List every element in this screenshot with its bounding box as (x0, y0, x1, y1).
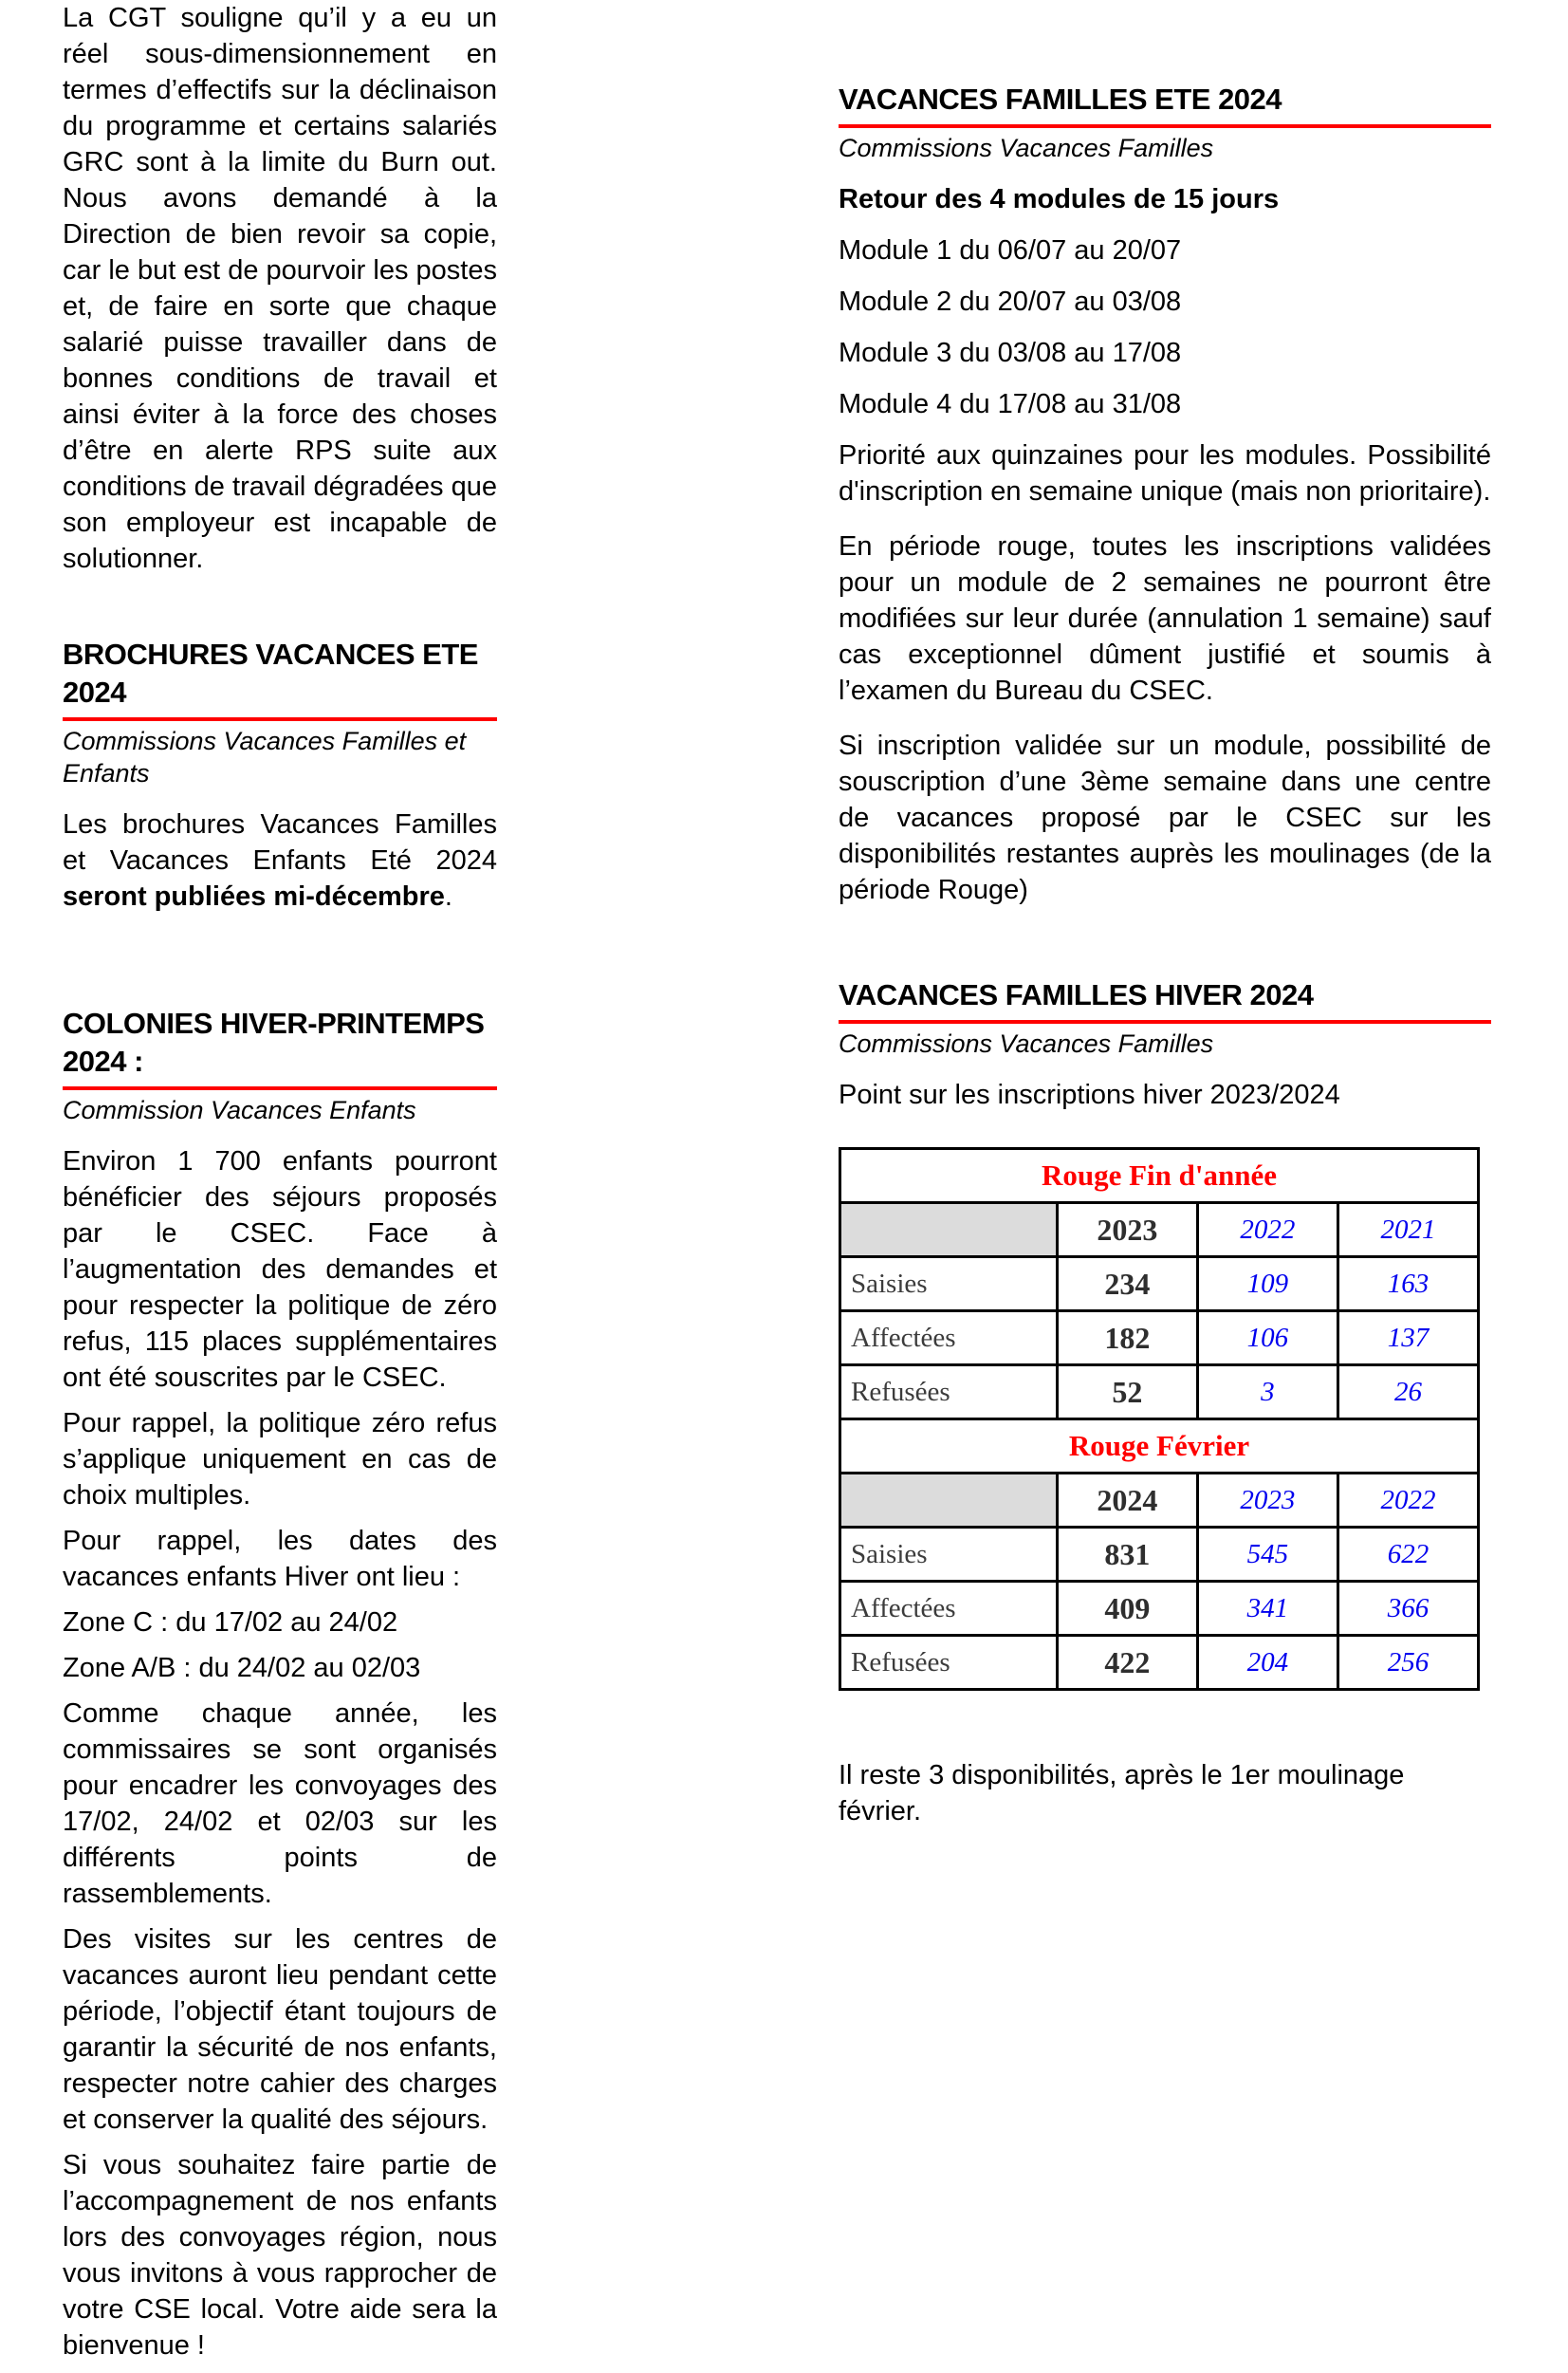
table-section-header-row (840, 1419, 1479, 1474)
year-cell: 2023 (1197, 1474, 1337, 1528)
section-subtitle: Commission Vacances Enfants (63, 1096, 416, 1124)
blank-shaded-cell (840, 1474, 1058, 1528)
value-cell: 109 (1197, 1257, 1337, 1311)
year-cell: 2023 (1057, 1203, 1197, 1257)
section-colonies (63, 1005, 497, 2364)
hiver-intro: Point sur les inscriptions hiver 2023/2024 (839, 1080, 1340, 1110)
value-cell: 182 (1057, 1311, 1197, 1365)
section-subtitle: Commissions Vacances Familles (839, 1029, 1214, 1058)
row-label: Saisies (840, 1257, 1058, 1311)
value-cell: 409 (1057, 1582, 1197, 1636)
modules-lead: Retour des 4 modules de 15 jours (839, 184, 1280, 214)
colonies-paragraph: Pour rappel, les dates des vacances enfants Hiver ont lieu : (63, 1526, 497, 1592)
section-subtitle: Commissions Vacances Familles (839, 134, 1214, 162)
value-cell: 366 (1337, 1582, 1478, 1636)
colonies-paragraph: Comme chaque année, les commissaires se sont organisés pour encadrer les convoyages des 17/02, 24/02 et 02/03 sur les différents points de rassemblements. (63, 1698, 497, 1909)
year-cell: 2022 (1337, 1474, 1478, 1528)
table-section-header: Rouge Février (840, 1419, 1479, 1474)
year-header-row (840, 1474, 1479, 1528)
value-cell: 26 (1337, 1365, 1478, 1419)
brochures-paragraph (63, 806, 497, 915)
zone-c-dates: Zone C : du 17/02 au 24/02 (63, 1607, 398, 1638)
section-title: VACANCES FAMILLES HIVER 2024 (839, 978, 1314, 1011)
table-section-header: Rouge Fin d'année (840, 1149, 1479, 1203)
table-row (840, 1528, 1479, 1582)
value-cell: 163 (1337, 1257, 1478, 1311)
intro-paragraph: La CGT souligne qu’il y a eu un réel sous-dimensionnement en termes d’effectifs sur la déclinaison du programme et certains salariés GRC sont à la limite du Burn out. Nous avons demandé à la Direction de bien revoir sa copie, car le but est de pourvoir les postes et, de faire en sorte que chaque salarié puisse travailler dans de bonnes conditions de travail et ainsi éviter à la force des choses d’être en alerte RPS suite aux conditions de travail dégradées que son employeur est incapable de solutionner. (63, 3, 497, 574)
section-brochures (63, 636, 497, 915)
ete-paragraph: Si inscription validée sur un module, possibilité de souscription d’une 3ème semaine dans une centre de vacances proposé par le CSEC sur les disponibilités restantes auprès les moulinages (de la période Rouge) (839, 731, 1491, 905)
section-title: VACANCES FAMILLES ETE 2024 (839, 83, 1282, 116)
section-title: BROCHURES VACANCES ETE 2024 (63, 638, 478, 709)
value-cell: 106 (1197, 1311, 1337, 1365)
brochures-text-end: . (444, 881, 452, 912)
row-label: Refusées (840, 1636, 1058, 1690)
value-cell: 3 (1197, 1365, 1337, 1419)
table-row (840, 1365, 1479, 1419)
section-title: COLONIES HIVER-PRINTEMPS 2024 : (63, 1007, 485, 1078)
ete-paragraph: En période rouge, toutes les inscriptions validées pour un module de 2 semaines ne pourront être modifiées sur leur durée (annulation 1 semaine) sauf cas exceptionnel dûment justifié et soumis à l’examen du Bureau du CSEC. (839, 531, 1491, 706)
value-cell: 422 (1057, 1636, 1197, 1690)
row-label: Affectées (840, 1582, 1058, 1636)
table-row (840, 1582, 1479, 1636)
year-header-row (840, 1203, 1479, 1257)
section-vacances-hiver (839, 976, 1491, 1829)
colonies-paragraph: Des visites sur les centres de vacances auront lieu pendant cette période, l’objectif étant toujours de garantir la sécurité de nos enfants, respecter notre cahier des charges et conserver la qualité des séjours. (63, 1924, 497, 2135)
section-heading (839, 976, 1491, 1024)
module-line: Module 1 du 06/07 au 20/07 (839, 235, 1182, 266)
module-line: Module 2 du 20/07 au 03/08 (839, 287, 1182, 317)
brochures-text: Les brochures Vacances Familles et Vacances Enfants Eté 2024 (63, 809, 497, 876)
value-cell: 234 (1057, 1257, 1197, 1311)
brochures-text-bold: seront publiées mi-décembre (63, 881, 445, 912)
year-cell: 2022 (1197, 1203, 1337, 1257)
colonies-paragraph: Pour rappel, la politique zéro refus s’applique uniquement en cas de choix multiples. (63, 1408, 497, 1511)
section-heading (839, 81, 1491, 128)
section-vacances-ete (839, 81, 1491, 908)
table-row (840, 1311, 1479, 1365)
year-cell: 2024 (1057, 1474, 1197, 1528)
module-line: Module 4 du 17/08 au 31/08 (839, 389, 1182, 419)
section-subtitle: Commissions Vacances Familles et Enfants (63, 727, 467, 788)
year-cell: 2021 (1337, 1203, 1478, 1257)
right-column (839, 0, 1491, 1848)
colonies-paragraph: Si vous souhaitez faire partie de l’accompagnement de nos enfants lors des convoyages région, nous vous invitons à vous rapprocher de votre CSE local. Votre aide sera la bienvenue ! (63, 2150, 497, 2361)
table-section-header-row (840, 1149, 1479, 1203)
section-heading (63, 636, 497, 721)
availability-note: Il reste 3 disponibilités, après le 1er moulinage février. (839, 1760, 1405, 1826)
blank-shaded-cell (840, 1203, 1058, 1257)
row-label: Affectées (840, 1311, 1058, 1365)
value-cell: 204 (1197, 1636, 1337, 1690)
zone-ab-dates: Zone A/B : du 24/02 au 02/03 (63, 1653, 421, 1683)
colonies-paragraph: Environ 1 700 enfants pourront bénéficier des séjours proposés par le CSEC. Face à l’augmentation des demandes et pour respecter la politique de zéro refus, 115 places supplémentaires ont été souscrites par le CSEC. (63, 1146, 497, 1393)
row-label: Saisies (840, 1528, 1058, 1582)
value-cell: 52 (1057, 1365, 1197, 1419)
inscriptions-table (839, 1147, 1480, 1691)
value-cell: 545 (1197, 1528, 1337, 1582)
left-column (63, 0, 497, 2373)
value-cell: 341 (1197, 1582, 1337, 1636)
module-line: Module 3 du 03/08 au 17/08 (839, 338, 1182, 368)
value-cell: 256 (1337, 1636, 1478, 1690)
table-row (840, 1636, 1479, 1690)
value-cell: 831 (1057, 1528, 1197, 1582)
value-cell: 137 (1337, 1311, 1478, 1365)
table-row (840, 1257, 1479, 1311)
value-cell: 622 (1337, 1528, 1478, 1582)
ete-paragraph: Priorité aux quinzaines pour les modules. Possibilité d'inscription en semaine unique (mais non prioritaire). (839, 440, 1491, 507)
section-heading (63, 1005, 497, 1090)
row-label: Refusées (840, 1365, 1058, 1419)
